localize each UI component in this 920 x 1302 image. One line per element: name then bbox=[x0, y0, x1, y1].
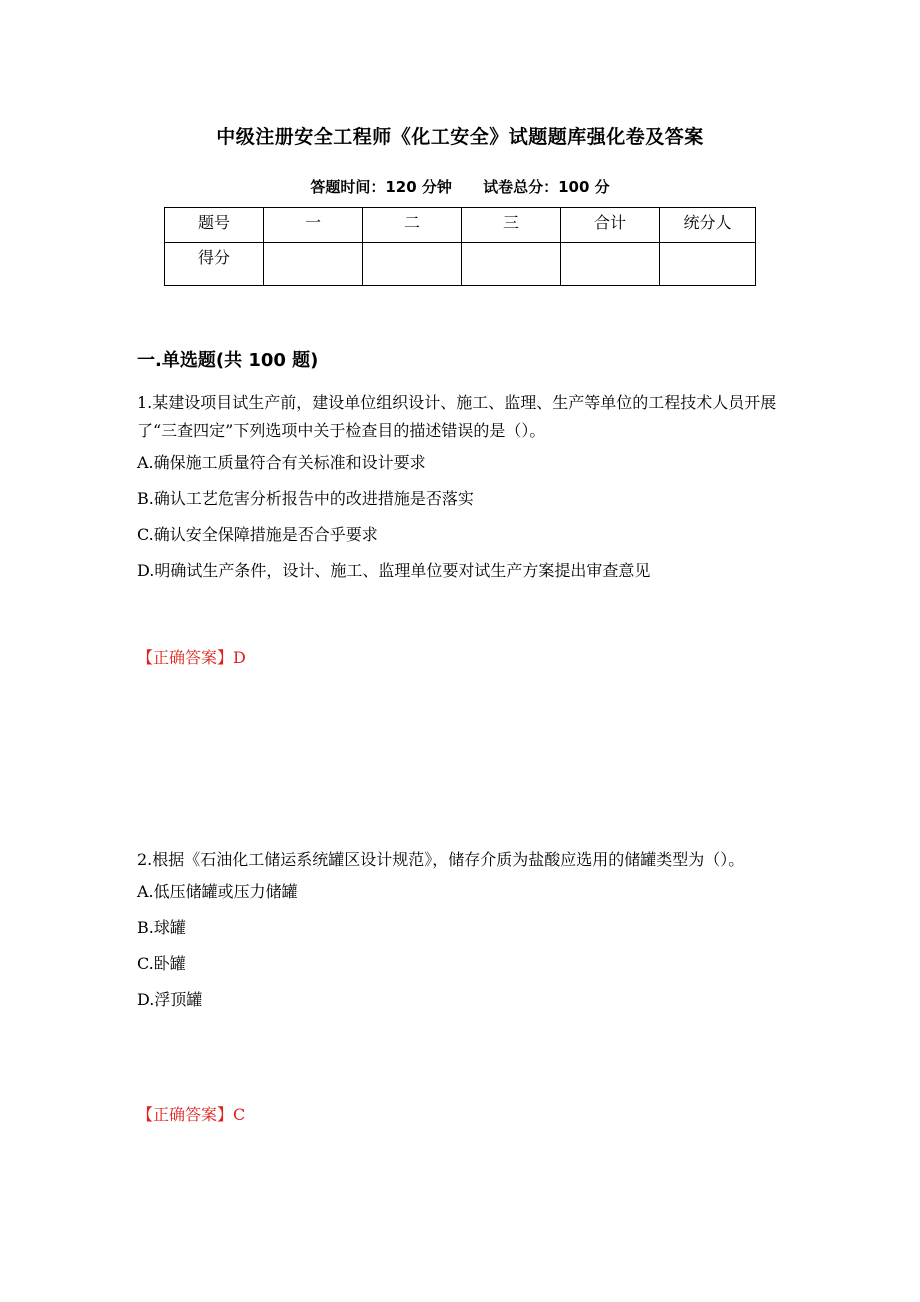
exam-time: 答题时间：120 分钟 bbox=[310, 178, 452, 196]
option-b: B.球罐 bbox=[137, 918, 186, 937]
answer-2: 【正确答案】C bbox=[137, 1105, 246, 1124]
option-d: D.浮顶罐 bbox=[137, 990, 203, 1009]
section-title: 一.单选题(共 100 题) bbox=[137, 350, 319, 371]
score-cell bbox=[462, 243, 561, 286]
option-c: C.确认安全保障措施是否合乎要求 bbox=[137, 525, 378, 544]
score-table-header-row bbox=[165, 208, 756, 243]
score-row-label: 得分 bbox=[165, 243, 264, 286]
option-a: A.低压储罐或压力储罐 bbox=[137, 882, 298, 901]
document-title: 中级注册安全工程师《化工安全》试题题库强化卷及答案 bbox=[216, 126, 704, 148]
option-d: D.明确试生产条件，设计、施工、监理单位要对试生产方案提出审查意见 bbox=[137, 561, 651, 580]
header-cell-total: 合计 bbox=[561, 208, 660, 243]
header-cell-part-1: 一 bbox=[264, 208, 363, 243]
answer-1: 【正确答案】D bbox=[137, 648, 246, 667]
option-b: B.确认工艺危害分析报告中的改进措施是否落实 bbox=[137, 489, 474, 508]
question-stem: 1.某建设项目试生产前，建设单位组织设计、施工、监理、生产等单位的工程技术人员开展了“三查四定”下列选项中关于检查目的描述错误的是（）。 bbox=[137, 393, 777, 440]
exam-total-score: 试卷总分：100 分 bbox=[483, 178, 610, 196]
score-cell bbox=[264, 243, 363, 286]
question-1 bbox=[137, 389, 787, 589]
score-table bbox=[164, 207, 756, 286]
option-a: A.确保施工质量符合有关标准和设计要求 bbox=[137, 453, 426, 472]
score-cell bbox=[363, 243, 462, 286]
score-table-score-row bbox=[165, 243, 756, 286]
header-cell-question-no: 题号 bbox=[165, 208, 264, 243]
option-c: C.卧罐 bbox=[137, 954, 186, 973]
score-cell bbox=[660, 243, 756, 286]
header-cell-part-3: 三 bbox=[462, 208, 561, 243]
exam-meta bbox=[0, 176, 920, 197]
header-cell-part-2: 二 bbox=[363, 208, 462, 243]
score-cell bbox=[561, 243, 660, 286]
header-cell-grader: 统分人 bbox=[660, 208, 756, 243]
question-2 bbox=[137, 846, 787, 1018]
question-stem: 2.根据《石油化工储运系统罐区设计规范》，储存介质为盐酸应选用的储罐类型为（）。 bbox=[137, 850, 745, 869]
